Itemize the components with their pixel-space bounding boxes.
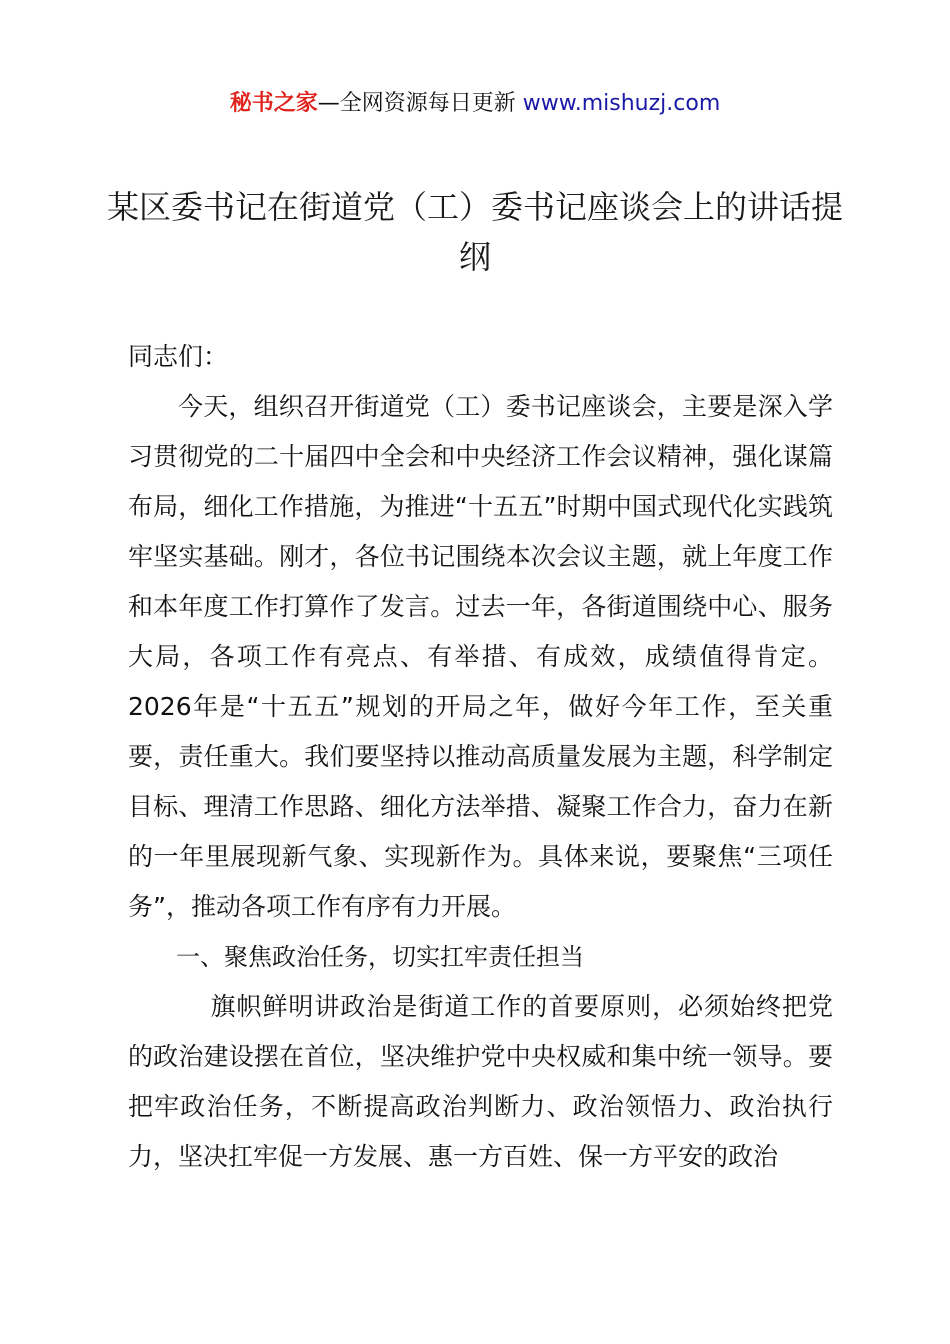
salutation: 同志们： <box>128 342 229 371</box>
site-url-link[interactable]: www.mishuzj.com <box>522 91 721 116</box>
document-title: 某区委书记在街道党（工）委书记座谈会上的讲话提纲 <box>106 188 843 276</box>
intro-paragraph: 今天，组织召开街道党（工）委书记座谈会，主要是深入学习贯彻党的二十届四中全会和中央经济工作会议精神，强化谋篇布局，细化工作措施，为推进“十五五”时期中国式现代化实践筑牢坚实基础。刚才，各位书记围绕本次会议主题，就上年度工作和本年度工作打算作了发言。过去一年，各街道围绕中心、服务大局，各项工作有亮点、有举措、有成效，成绩值得肯定。2026年是“十五五”规划的开局之年，做好今年工作，至关重要，责任重大。我们要坚持以推动高质量发展为主题，科学制定目标、理清工作思路、细化方法举措、凝聚工作合力，奋力在新的一年里展现新气象、实现新作为。具体来说，要聚焦“三项任务”，推动各项工作有序有力开展。 <box>128 392 833 921</box>
site-header <box>0 88 950 120</box>
document-body <box>128 332 833 1182</box>
section-heading-1: 一、聚焦政治任务，切实扛牢责任担当 <box>176 943 584 971</box>
header-tagline: —全网资源每日更新 <box>317 91 523 116</box>
brand-name: 秘书之家 <box>229 91 318 116</box>
section-1-paragraph: 旗帜鲜明讲政治是街道工作的首要原则，必须始终把党的政治建设摆在首位，坚决维护党中央权威和集中统一领导。要把牢政治任务，不断提高政治判断力、政治领悟力、政治执行力，坚决扛牢促一方发展、惠一方百姓、保一方平安的政治 <box>128 992 833 1171</box>
